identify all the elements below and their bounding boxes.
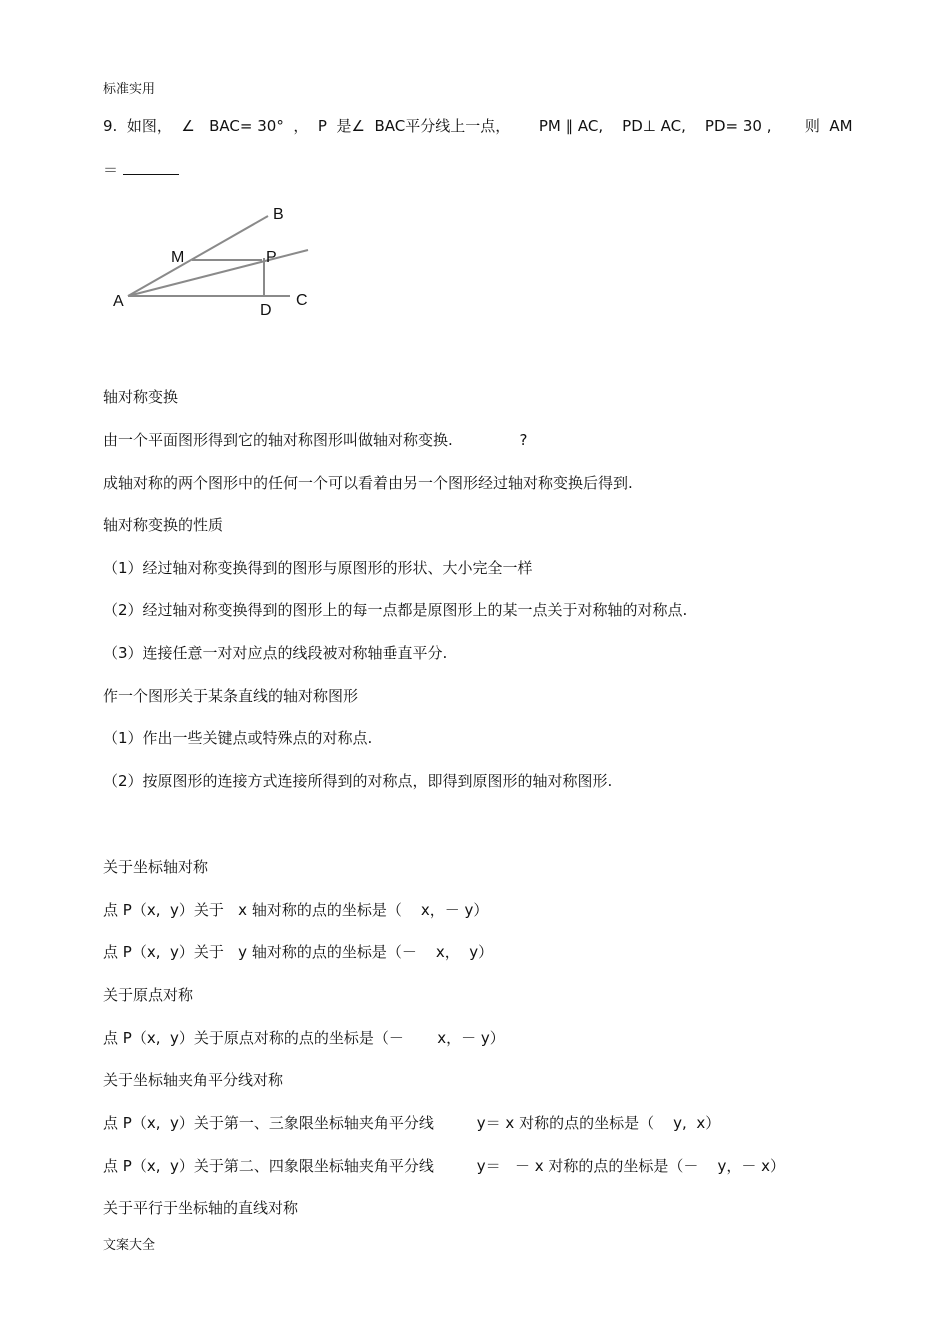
text-line: 由一个平面图形得到它的轴对称图形叫做轴对称变换. ? — [103, 431, 528, 449]
list-item: （1）经过轴对称变换得到的图形与原图形的形状、大小完全一样 — [103, 559, 533, 577]
page-header: 标准实用 — [103, 82, 156, 97]
heading-properties: 轴对称变换的性质 — [103, 516, 224, 534]
label-c: C — [296, 292, 308, 309]
problem-line-2 — [103, 160, 179, 180]
list-item: （3）连接任意一对对应点的线段被对称轴垂直平分. — [103, 644, 448, 662]
text-line: 点 P（x, y）关于第一、三象限坐标轴夹角平分线 y＝ x 对称的点的坐标是（ y, x） — [103, 1114, 721, 1132]
list-item: （2）按原图形的连接方式连接所得到的对称点，即得到原图形的轴对称图形. — [103, 772, 613, 790]
ray-ab — [128, 216, 268, 296]
page-footer: 文案大全 — [103, 1238, 156, 1253]
text-line: 成轴对称的两个图形中的任何一个可以看着由另一个图形经过轴对称变换后得到. — [103, 474, 633, 492]
equals-sign: ＝ — [103, 161, 123, 179]
problem-line-1: 9. 如图， ∠ BAC= 30° ， P 是∠ BAC平分线上一点， PM ∥ AC, PD⊥ AC, PD= 30 , 则 AM — [103, 117, 853, 135]
heading-origin-symmetry: 关于原点对称 — [103, 986, 194, 1004]
label-a: A — [113, 293, 124, 310]
label-b: B — [273, 206, 284, 223]
text-line: 点 P（x, y）关于第二、四象限坐标轴夹角平分线 y＝ － x 对称的点的坐标是（－ y，－ x） — [103, 1157, 785, 1175]
text-line: 点 P（x, y）关于 x 轴对称的点的坐标是（ x，－ y） — [103, 901, 489, 919]
label-p: P — [266, 249, 277, 266]
heading-axis-symmetry: 关于坐标轴对称 — [103, 858, 209, 876]
text-line: 点 P（x, y）关于原点对称的点的坐标是（－ x，－ y） — [103, 1029, 505, 1047]
heading-bisector-symmetry: 关于坐标轴夹角平分线对称 — [103, 1071, 284, 1089]
text-line: 点 P（x, y）关于 y 轴对称的点的坐标是（－ x， y） — [103, 943, 494, 961]
heading-construction: 作一个图形关于某条直线的轴对称图形 — [103, 687, 359, 705]
label-m: M — [171, 249, 185, 266]
ray-ap-bisector — [128, 250, 308, 296]
geometry-figure — [100, 196, 320, 326]
label-d: D — [260, 302, 272, 319]
heading-parallel-line-symmetry: 关于平行于坐标轴的直线对称 — [103, 1199, 299, 1217]
answer-blank — [123, 160, 179, 175]
heading-axis-transform: 轴对称变换 — [103, 388, 179, 406]
list-item: （1）作出一些关键点或特殊点的对称点. — [103, 729, 373, 747]
list-item: （2）经过轴对称变换得到的图形上的每一点都是原图形上的某一点关于对称轴的对称点. — [103, 601, 688, 619]
